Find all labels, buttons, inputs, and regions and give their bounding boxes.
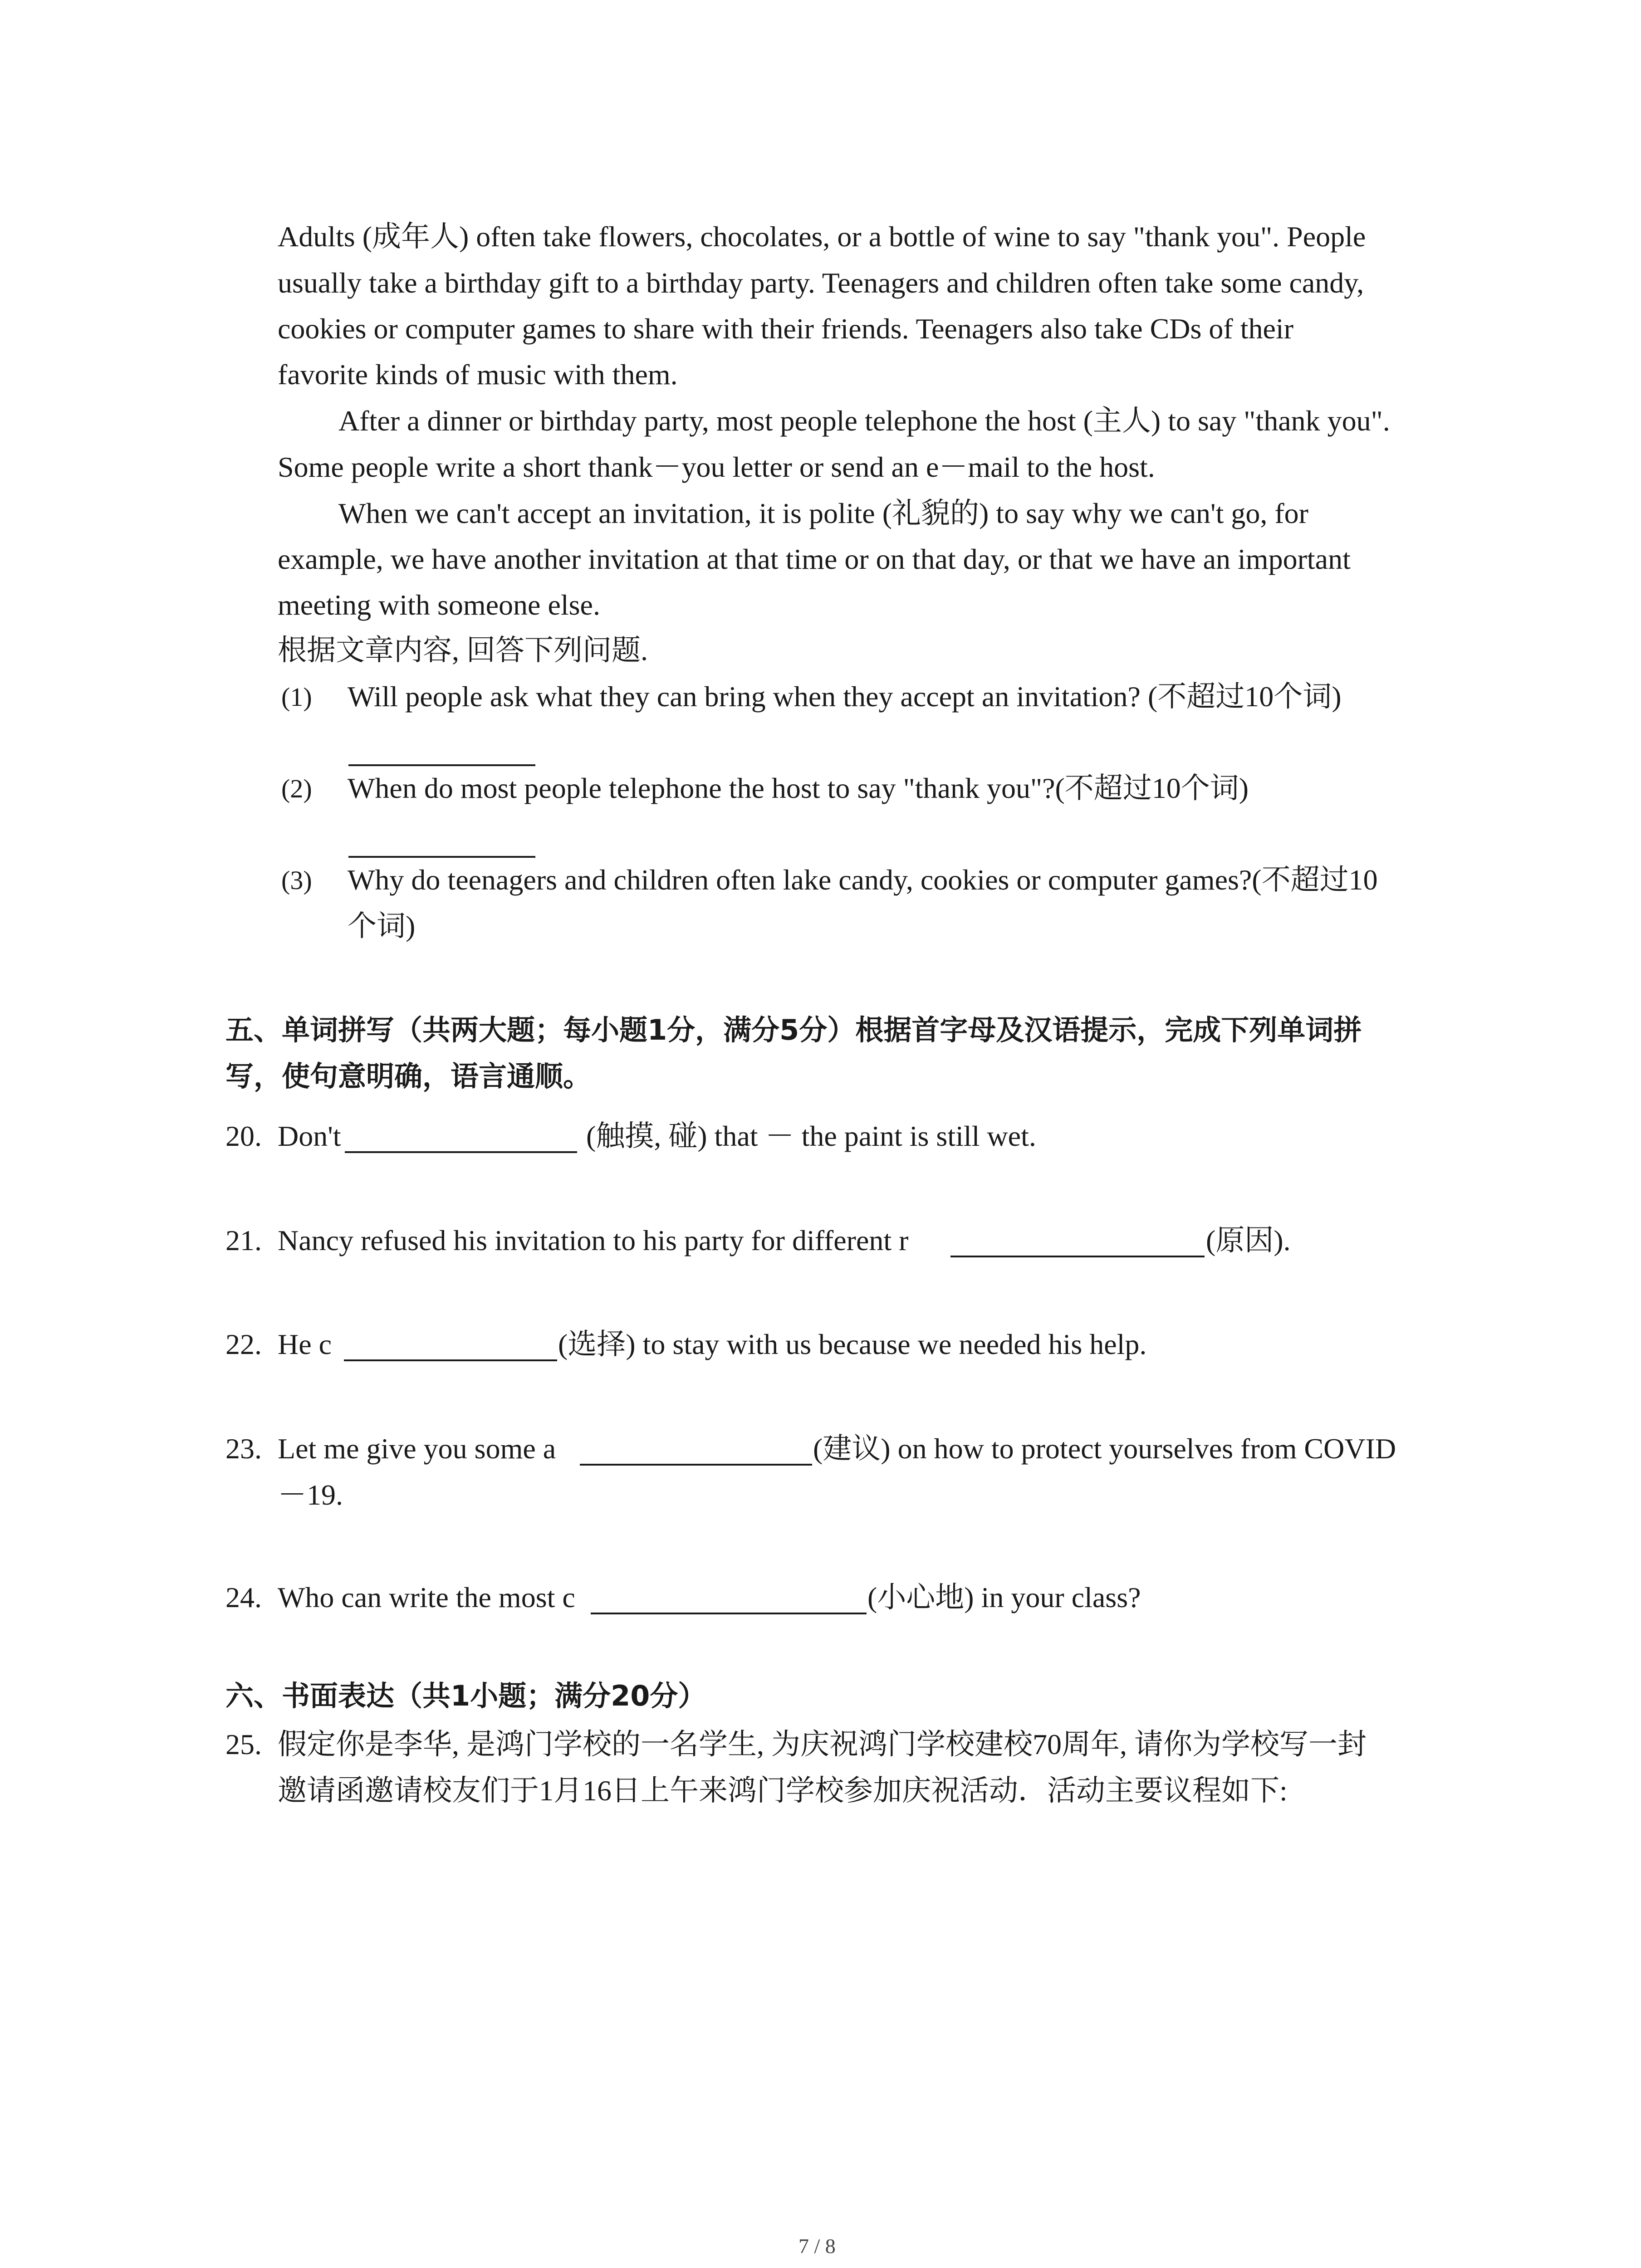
item-23-text-before: Let me give you some a (278, 1432, 556, 1465)
item-21-text-before: Nancy refused his invitation to his party for different r (278, 1224, 909, 1256)
item-25-number: 25. (225, 1728, 262, 1760)
item-22-number: 22. (225, 1328, 262, 1360)
item-22-text-after: (选择) to stay with us because we needed his help. (558, 1328, 1147, 1360)
item-24-text-before: Who can write the most c (278, 1581, 575, 1613)
question-2-number: (2) (281, 774, 312, 803)
question-1-text: Will people ask what they can bring when they accept an invitation? (不超过10个词) (348, 680, 1342, 713)
item-21-number: 21. (225, 1224, 262, 1256)
item-20-blank[interactable] (345, 1151, 577, 1153)
answer-instruction: 根据文章内容, 回答下列问题. (278, 634, 648, 666)
item-23-number: 23. (225, 1432, 262, 1465)
question-2-answer-blank[interactable] (348, 856, 535, 858)
passage-p3-line2: example, we have another invitation at that time or on that day, or that we have an important (278, 543, 1351, 575)
item-23-text-continued: －19. (278, 1479, 343, 1511)
item-20-number: 20. (225, 1120, 262, 1152)
item-22-blank[interactable] (344, 1359, 557, 1361)
passage-p1-line2: usually take a birthday gift to a birthday party. Teenagers and children often take some candy, (278, 267, 1364, 299)
section6-title: 六、书面表达（共1小题；满分20分） (225, 1679, 706, 1712)
question-3-text-line1: Why do teenagers and children often lake candy, cookies or computer games?(不超过10 (348, 864, 1378, 896)
passage-p1-line1: Adults (成年人) often take flowers, chocolates, or a bottle of wine to say "thank you". People (278, 220, 1366, 253)
item-22-text-before: He c (278, 1328, 332, 1360)
passage-p2-line1: After a dinner or birthday party, most people telephone the host (主人) to say "thank you". (338, 405, 1390, 437)
item-20-text-after: (触摸, 碰) that － the paint is still wet. (586, 1120, 1036, 1152)
item-24-text-after: (小心地) in your class? (867, 1581, 1141, 1613)
item-21-text-after: (原因). (1206, 1224, 1291, 1256)
item-23-blank[interactable] (580, 1464, 812, 1466)
item-24-blank[interactable] (591, 1613, 867, 1614)
question-1-answer-blank[interactable] (348, 764, 535, 766)
item-23-text-after: (建议) on how to protect yourselves from COVID (813, 1432, 1396, 1465)
passage-p1-line4: favorite kinds of music with them. (278, 358, 678, 391)
item-24-number: 24. (225, 1581, 262, 1613)
question-2-text: When do most people telephone the host to say "thank you"?(不超过10个词) (348, 772, 1249, 804)
item-21-blank[interactable] (950, 1256, 1205, 1257)
page-number: 7 / 8 (798, 2234, 836, 2258)
passage-p1-line3: cookies or computer games to share with their friends. Teenagers also take CDs of their (278, 313, 1293, 345)
passage-p2-line2: Some people write a short thank－you letter or send an e－mail to the host. (278, 451, 1155, 483)
item-25-text-line1: 假定你是李华, 是鸿门学校的一名学生, 为庆祝鸿门学校建校70周年, 请你为学校写一封 (278, 1728, 1367, 1760)
item-20-text-before: Don't (278, 1120, 341, 1152)
question-3-number: (3) (281, 865, 312, 895)
passage-p3-line1: When we can't accept an invitation, it is polite (礼貌的) to say why we can't go, for (338, 497, 1308, 529)
question-1-number: (1) (281, 682, 312, 712)
question-3-text-line2: 个词) (348, 910, 416, 942)
section5-title-line2: 写，使句意明确，语言通顺。 (225, 1060, 592, 1093)
passage-p3-line3: meeting with someone else. (278, 589, 600, 621)
item-25-text-line2: 邀请函邀请校友们于1月16日上午来鸿门学校参加庆祝活动．活动主要议程如下: (278, 1774, 1288, 1807)
section5-title-line1: 五、单词拼写（共两大题；每小题1分，满分5分）根据首字母及汉语提示，完成下列单词拼 (225, 1013, 1362, 1046)
